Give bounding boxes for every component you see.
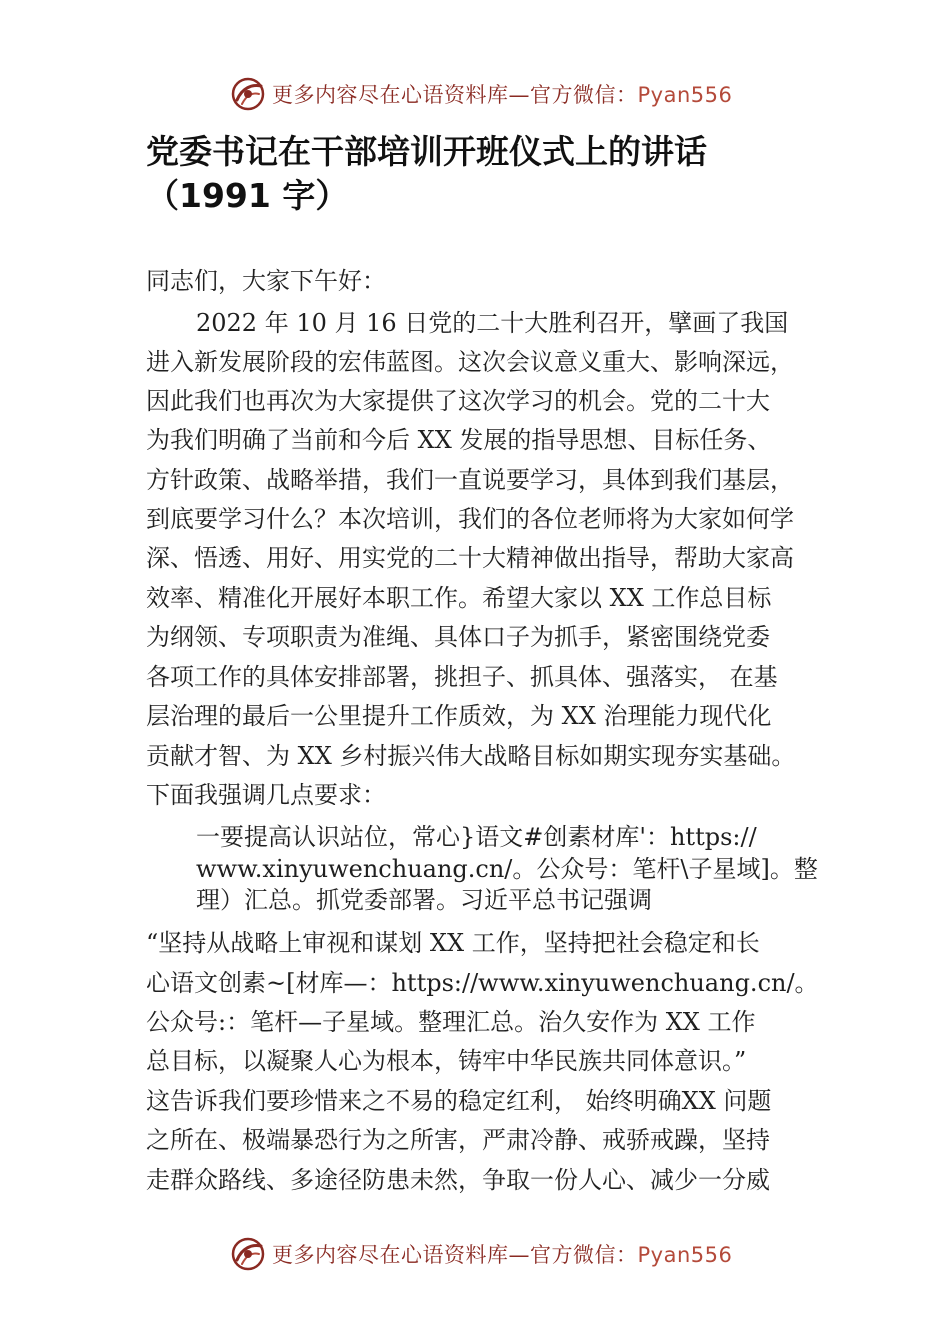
body-line: 之所在、极端暴恐行为之所害，严肃冷静、戒骄戒躁，坚持 — [146, 1126, 770, 1154]
body-line: “坚持从战略上审视和谋划 XX 工作，坚持把社会稳定和长 — [146, 929, 760, 957]
body-line: 下面我强调几点要求： — [146, 781, 386, 809]
body-line: www.xinyuwenchuang.cn/。公众号：笔杆\子星域]。整 — [196, 855, 818, 883]
body-line: 贡献才智、为 XX 乡村振兴伟大战略目标如期实现夯实基础。 — [146, 742, 796, 770]
body-line: 深、悟透、用好、用实党的二十大精神做出指导，帮助大家高 — [146, 544, 794, 572]
body-line: 同志们，大家下午好： — [146, 267, 386, 295]
wechat-id: Pyan556 — [637, 1243, 733, 1267]
header-banner — [228, 74, 732, 114]
body-line: 层治理的最后一公里提升工作质效，为 XX 治理能力现代化 — [146, 702, 772, 730]
seal-logo-icon — [228, 1234, 268, 1274]
body-line: 2022 年 10 月 16 日党的二十大胜利召开，擘画了我国 — [196, 309, 789, 337]
body-line: 为我们明确了当前和今后 XX 发展的指导思想、目标任务、 — [146, 426, 772, 454]
body-line: 效率、精准化开展好本职工作。希望大家以 XX 工作总目标 — [146, 584, 772, 612]
body-line: 总目标，以凝聚人心为根本，铸牢中华民族共同体意识。” — [146, 1047, 747, 1075]
body-line: 公众号:：笔杆—子星域。整理汇总。治久安作为 XX 工作 — [146, 1008, 756, 1036]
body-line: 心语文创素~[材库—：https://www.xinyuwenchuang.cn/。 — [146, 969, 819, 997]
body-line: 各项工作的具体安排部署，挑担子、抓具体、强落实， 在基 — [146, 663, 778, 691]
title-line-1: 党委书记在干部培训开班仪式上的讲话 — [146, 132, 707, 171]
body-line: 进入新发展阶段的宏伟蓝图。这次会议意义重大、影响深远， — [146, 348, 794, 376]
body-line: 因此我们也再次为大家提供了这次学习的机会。党的二十大 — [146, 387, 770, 415]
seal-logo-icon — [228, 74, 268, 114]
wechat-id: Pyan556 — [637, 83, 733, 107]
body-line: 到底要学习什么？本次培训，我们的各位老师将为大家如何学 — [146, 505, 794, 533]
banner-text: 更多内容尽在心语资料库—官方微信：Pyan556 — [272, 1243, 733, 1267]
body-line: 为纲领、专项职责为准绳、具体口子为抓手，紧密围绕党委 — [146, 623, 770, 651]
title-line-2: （1991 字） — [146, 176, 349, 215]
body-line: 这告诉我们要珍惜来之不易的稳定红利， 始终明确XX 问题 — [146, 1087, 772, 1115]
page-title — [146, 130, 846, 218]
body-line: 方针政策、战略举措，我们一直说要学习，具体到我们基层， — [146, 466, 794, 494]
banner-text: 更多内容尽在心语资料库—官方微信：Pyan556 — [272, 83, 733, 107]
body-line: 走群众路线、多途径防患未然，争取一份人心、减少一分威 — [146, 1166, 770, 1194]
body-line: 理）汇总。抓党委部署。习近平总书记强调 — [196, 886, 652, 914]
body-line: 一要提高认识站位，常心}语文#创素材库'：https:// — [196, 823, 757, 851]
footer-banner — [228, 1234, 732, 1274]
